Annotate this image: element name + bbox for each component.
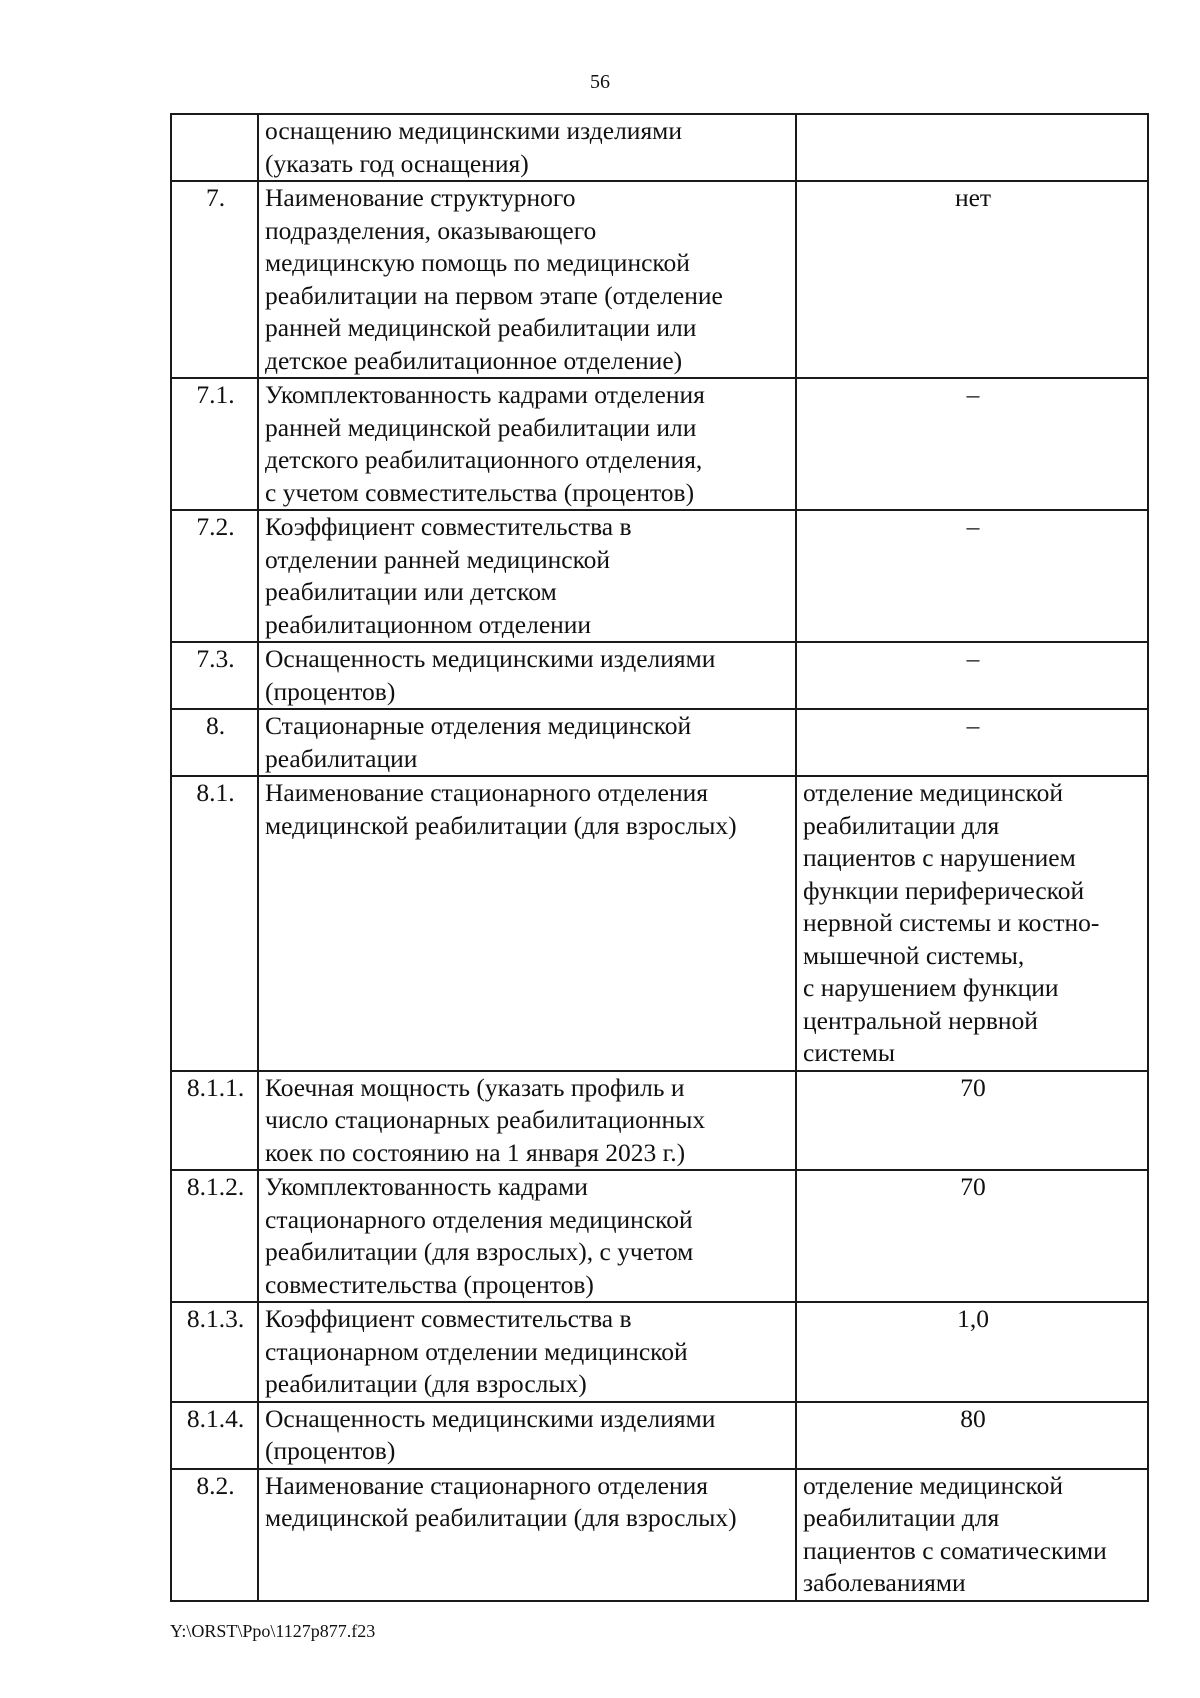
row-value: нет	[796, 181, 1148, 378]
row-number: 7.	[171, 181, 258, 378]
row-number: 8.1.2.	[171, 1170, 258, 1302]
row-number	[171, 114, 258, 181]
row-description: Коэффициент совместительства в стационарном отделении медицинской реабилитации (для взрослых)	[258, 1302, 796, 1402]
row-description: Укомплектованность кадрами стационарного отделения медицинской реабилитации (для взрослых), с учетом совместительства (процентов)	[258, 1170, 796, 1302]
row-description: Оснащенность медицинскими изделиями (процентов)	[258, 1402, 796, 1469]
row-value: отделение медицинской реабилитации для пациентов с нарушением функции периферической нервной системы и костно- мышечной системы, с нарушением функции центральной нервной системы	[796, 776, 1148, 1071]
row-value: 70	[796, 1170, 1148, 1302]
row-value: –	[796, 510, 1148, 642]
row-number: 7.1.	[171, 378, 258, 510]
table-row	[171, 1469, 1148, 1601]
file-path-footer: Y:\ORST\Ppo\1127p877.f23	[170, 1621, 376, 1641]
row-value: –	[796, 709, 1148, 776]
table-row	[171, 642, 1148, 709]
row-value: 70	[796, 1071, 1148, 1171]
table-row	[171, 1170, 1148, 1302]
table-row	[171, 1402, 1148, 1469]
row-number: 7.2.	[171, 510, 258, 642]
row-description: Наименование стационарного отделения медицинской реабилитации (для взрослых)	[258, 776, 796, 1071]
row-number: 8.1.	[171, 776, 258, 1071]
row-value	[796, 114, 1148, 181]
table-row	[171, 709, 1148, 776]
row-description: оснащению медицинскими изделиями (указать год оснащения)	[258, 114, 796, 181]
row-description: Коэффициент совместительства в отделении ранней медицинской реабилитации или детском реабилитационном отделении	[258, 510, 796, 642]
page-number: 56	[590, 71, 610, 93]
table-row	[171, 510, 1148, 642]
row-description: Коечная мощность (указать профиль и число стационарных реабилитационных коек по состоянию на 1 января 2023 г.)	[258, 1071, 796, 1171]
row-number: 8.1.4.	[171, 1402, 258, 1469]
table-row	[171, 1302, 1148, 1402]
row-description: Наименование структурного подразделения, оказывающего медицинскую помощь по медицинской реабилитации на первом этапе (отделение ранней медицинской реабилитации или детское реабилитационное отделение)	[258, 181, 796, 378]
row-description: Укомплектованность кадрами отделения ранней медицинской реабилитации или детского реабилитационного отделения, с учетом совместительства (процентов)	[258, 378, 796, 510]
row-description: Наименование стационарного отделения медицинской реабилитации (для взрослых)	[258, 1469, 796, 1601]
row-value: отделение медицинской реабилитации для пациентов с соматическими заболеваниями	[796, 1469, 1148, 1601]
table-row	[171, 1071, 1148, 1171]
row-value: 80	[796, 1402, 1148, 1469]
table-row	[171, 181, 1148, 378]
row-number: 8.1.3.	[171, 1302, 258, 1402]
row-value: 1,0	[796, 1302, 1148, 1402]
table-row	[171, 114, 1148, 181]
table-row	[171, 378, 1148, 510]
row-value: –	[796, 378, 1148, 510]
row-description: Оснащенность медицинскими изделиями (процентов)	[258, 642, 796, 709]
row-number: 7.3.	[171, 642, 258, 709]
row-description: Стационарные отделения медицинской реабилитации	[258, 709, 796, 776]
rehabilitation-table	[170, 113, 1149, 1602]
row-value: –	[796, 642, 1148, 709]
row-number: 8.	[171, 709, 258, 776]
row-number: 8.2.	[171, 1469, 258, 1601]
table-row	[171, 776, 1148, 1071]
row-number: 8.1.1.	[171, 1071, 258, 1171]
